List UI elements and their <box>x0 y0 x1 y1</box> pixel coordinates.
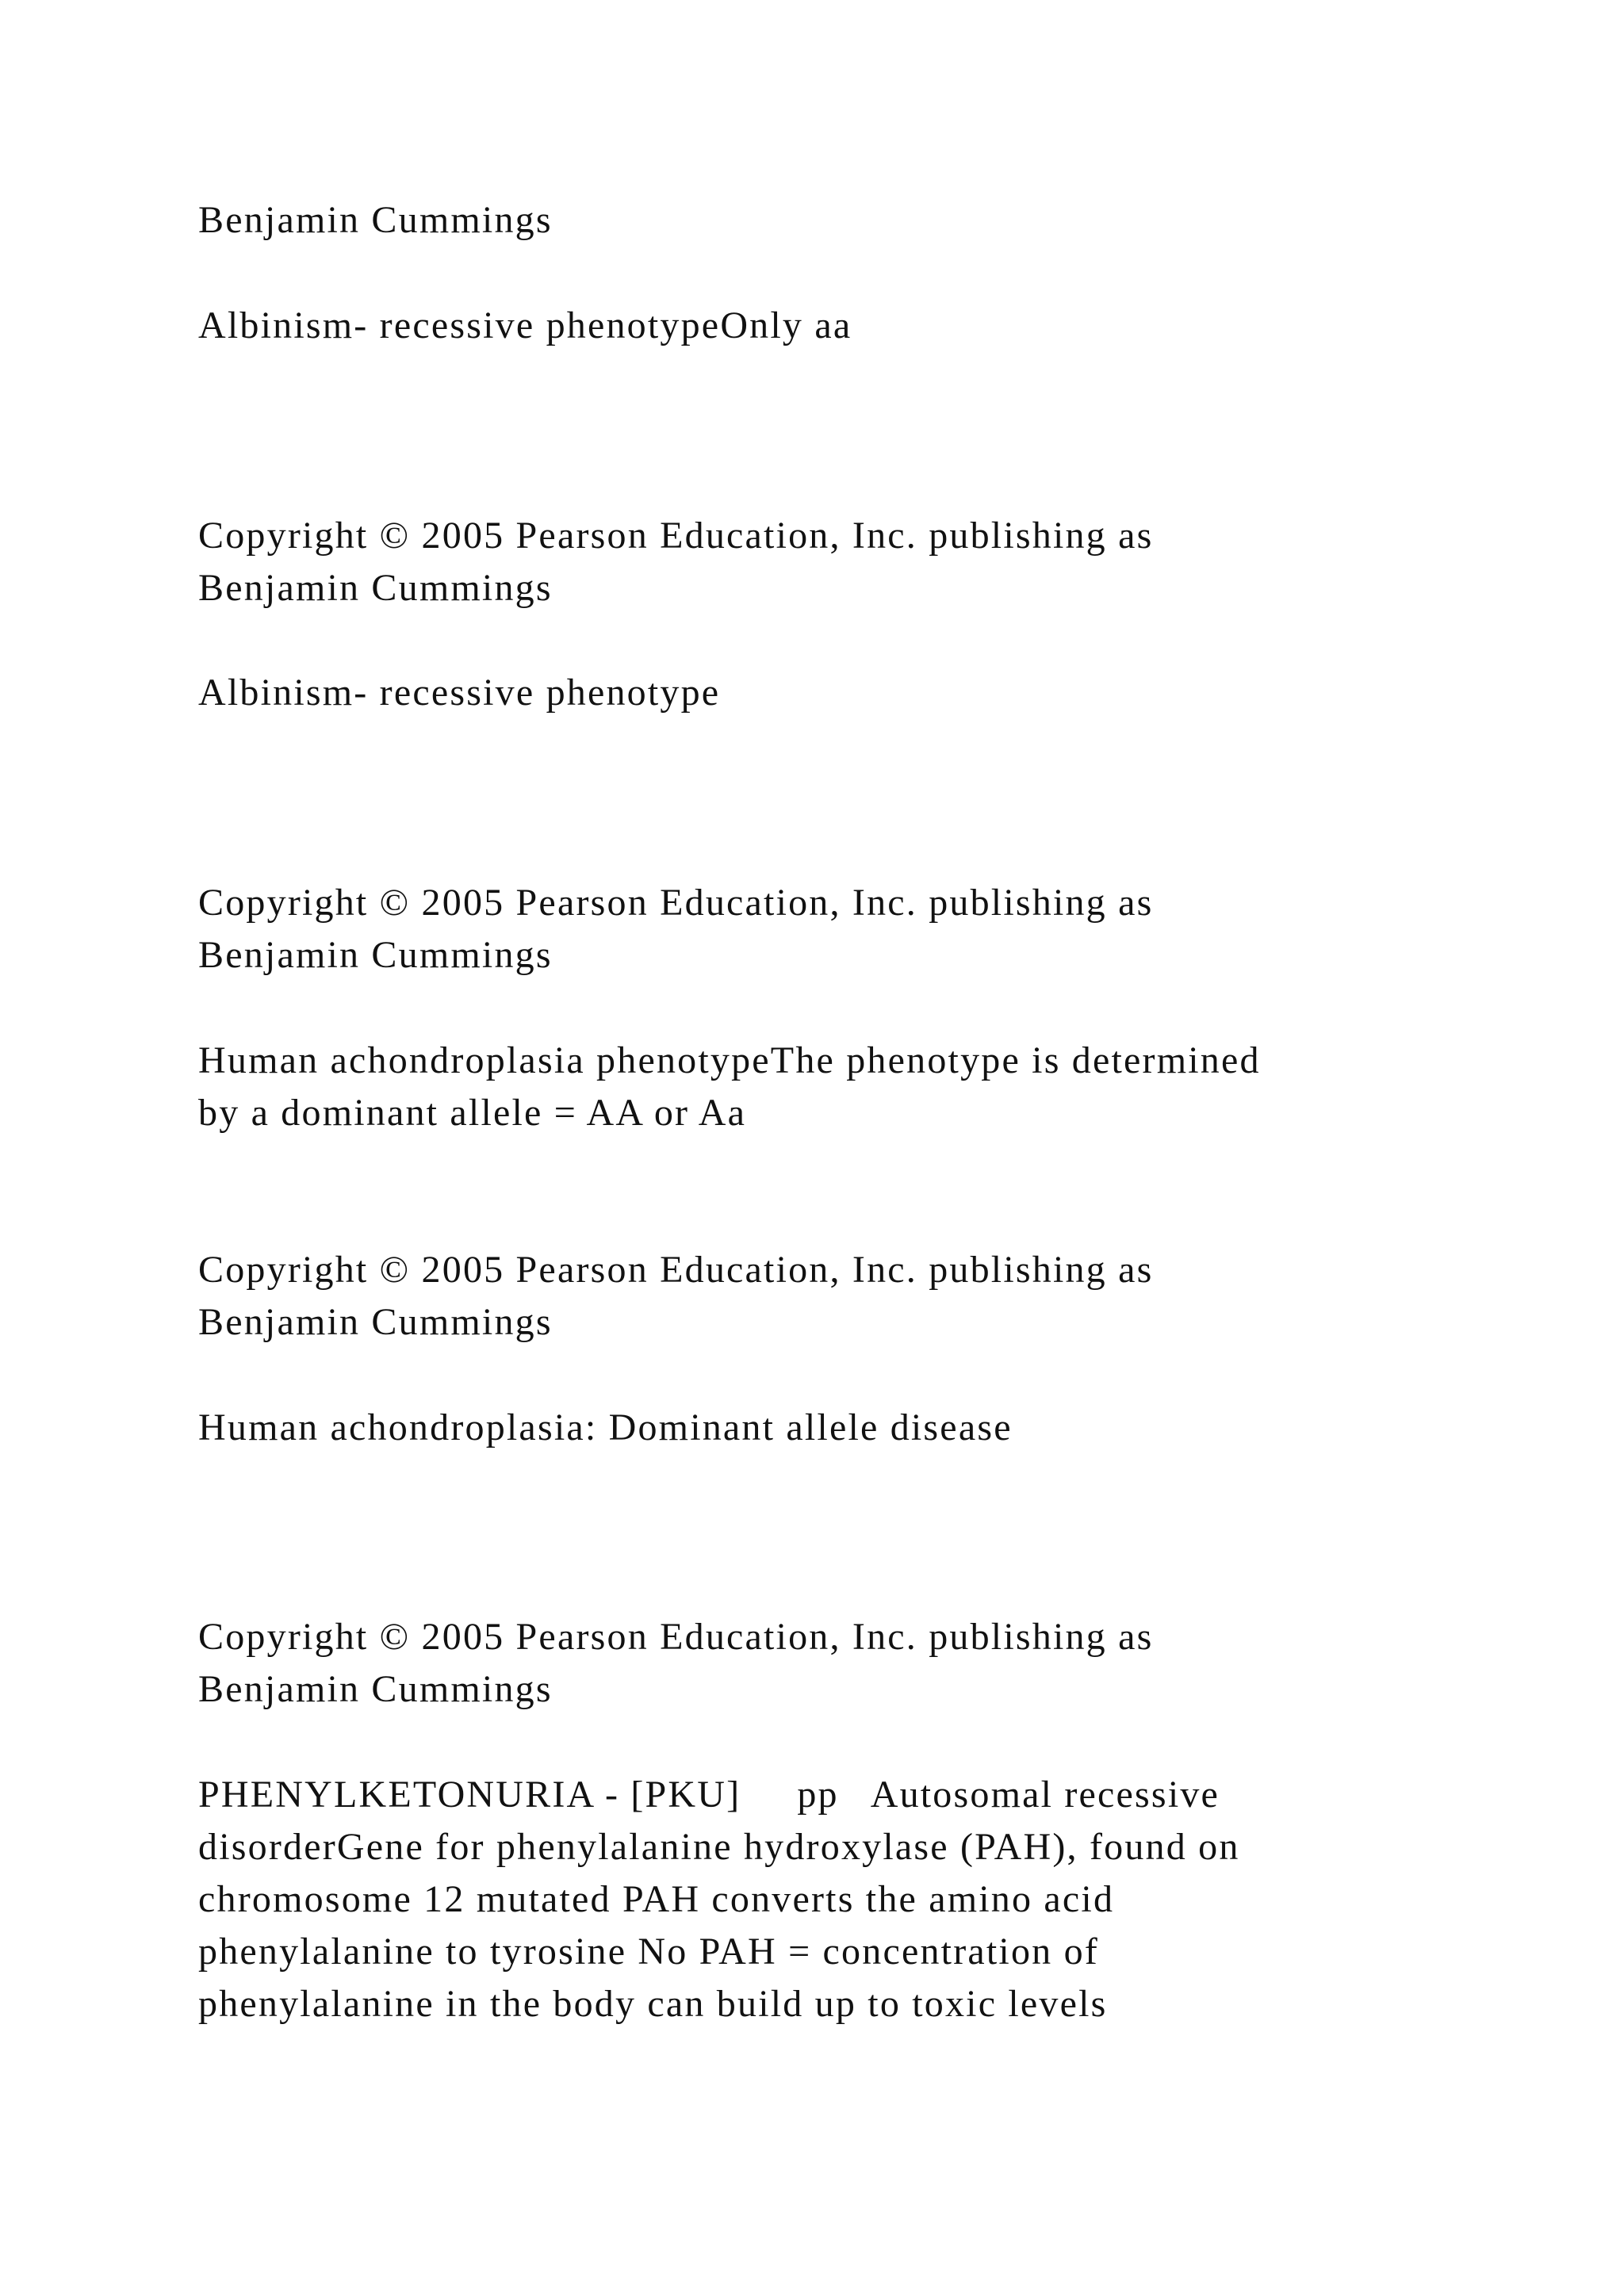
text-line: phenylalanine to tyrosine No PAH = concentration of <box>198 1931 1099 1973</box>
text-line: Albinism- recessive phenotype <box>198 672 721 714</box>
text-line: Benjamin Cummings <box>198 199 553 241</box>
text-line: Benjamin Cummings <box>198 567 553 609</box>
text-line: Albinism- recessive phenotypeOnly aa <box>198 304 852 346</box>
text-line: phenylalanine in the body can build up to toxic levels <box>198 1983 1108 2025</box>
text-line: Human achondroplasia: Dominant allele disease <box>198 1406 1013 1448</box>
text-line: PHENYLKETONURIA - [PKU] pp Autosomal recessive <box>198 1774 1220 1816</box>
text-line: by a dominant allele = AA or Aa <box>198 1092 747 1134</box>
text-line: Benjamin Cummings <box>198 1668 553 1710</box>
text-line: Human achondroplasia phenotypeThe phenotype is determined <box>198 1039 1261 1081</box>
text-line: chromosome 12 mutated PAH converts the amino acid <box>198 1878 1115 1920</box>
copyright-line: Copyright © 2005 Pearson Education, Inc. publishing as <box>198 882 1154 924</box>
copyright-line: Copyright © 2005 Pearson Education, Inc. publishing as <box>198 515 1154 557</box>
copyright-line: Copyright © 2005 Pearson Education, Inc. publishing as <box>198 1616 1154 1658</box>
text-line: Benjamin Cummings <box>198 934 553 976</box>
copyright-line: Copyright © 2005 Pearson Education, Inc. publishing as <box>198 1249 1154 1291</box>
text-line: disorderGene for phenylalanine hydroxylase (PAH), found on <box>198 1826 1240 1868</box>
text-line: Benjamin Cummings <box>198 1301 553 1343</box>
